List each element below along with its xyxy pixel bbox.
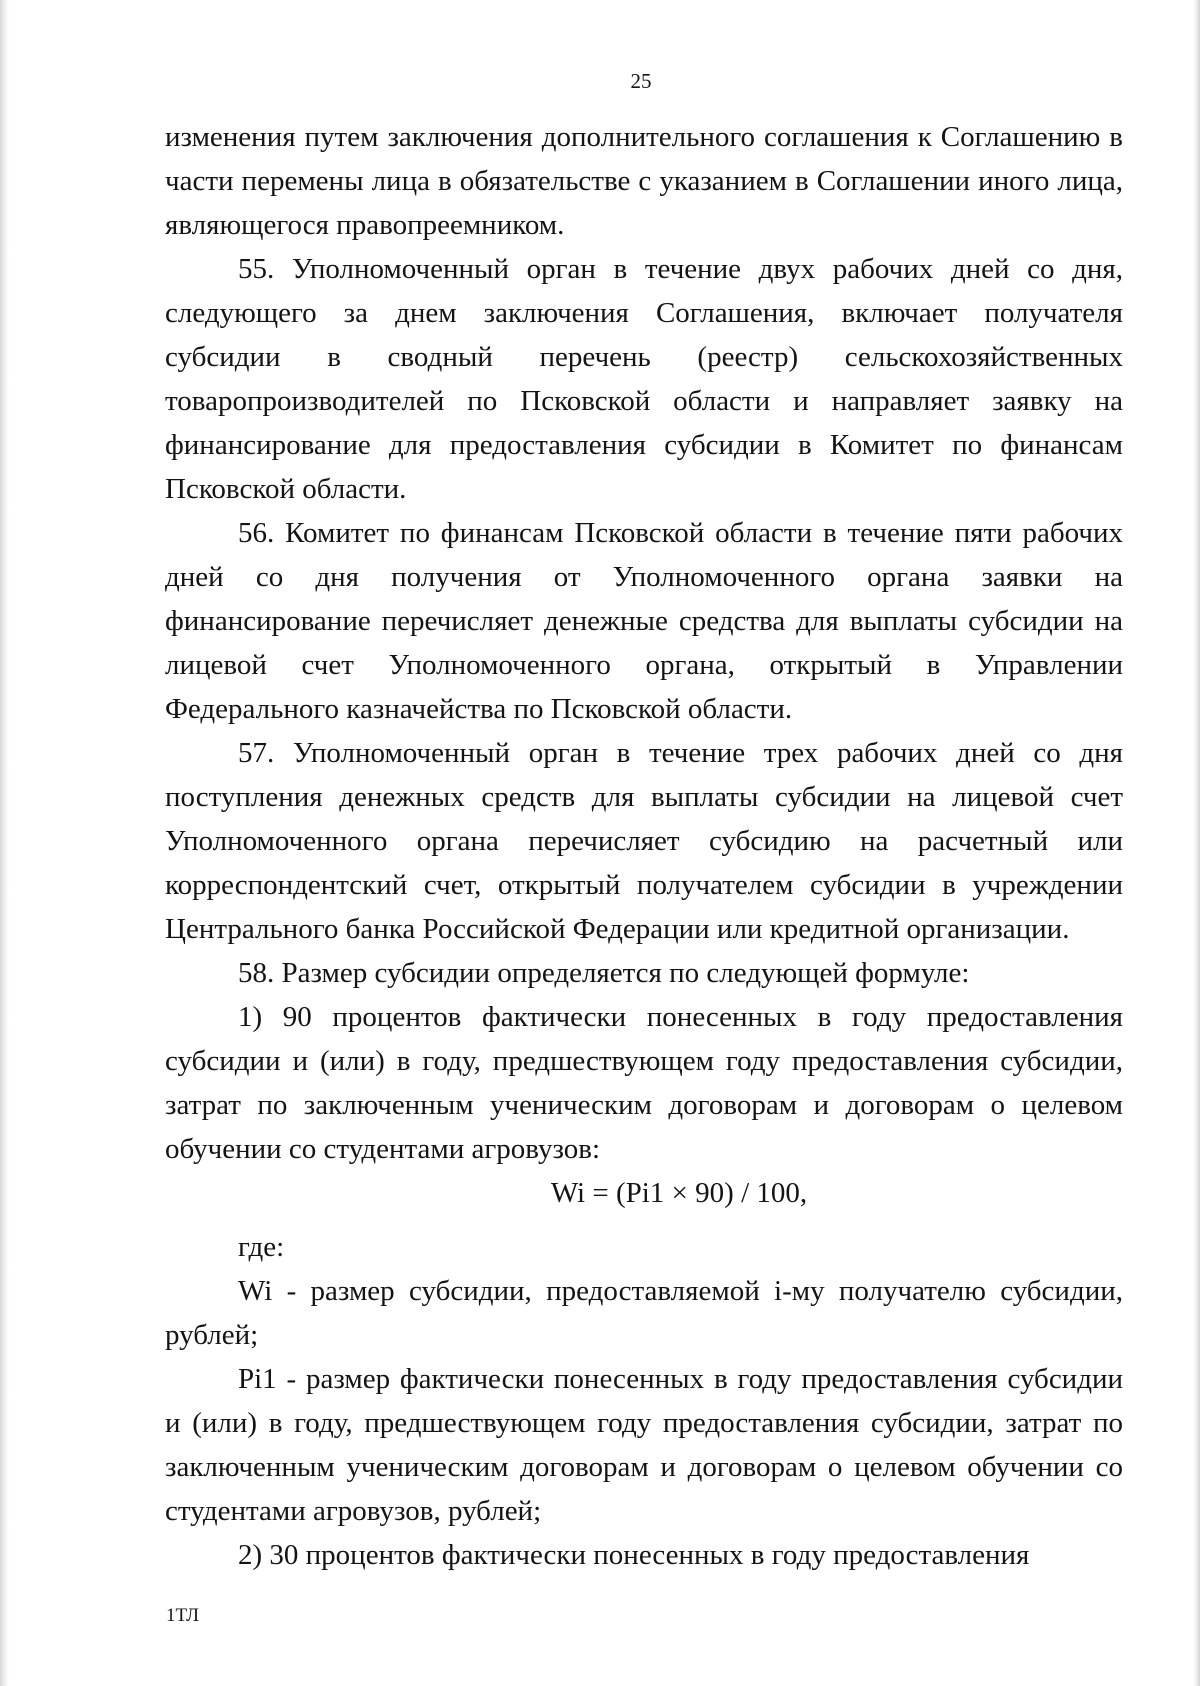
footer-code: 1ТЛ (166, 1605, 200, 1626)
paragraph-55: 55. Уполномоченный орган в течение двух рабочих дней со дня, следующего за днем заключения Соглашения, включает получателя субсидии в сводный перечень (реестр) сельскохозяйственных товаропроизводителей по Псковской области и направляет заявку на финансирование для предоставления субсидии в Комитет по финансам Псковской области. (165, 253, 1123, 505)
page-number: 25 (630, 69, 652, 93)
paragraph-item-1: 1) 90 процентов фактически понесенных в году предоставления субсидии и (или) в году, предшествующем году предоставления субсидии, затрат по заключенным ученическим договорам и договорам о целевом обучении со студентами агровузов: (165, 1001, 1123, 1165)
scan-edge-left (0, 0, 9, 1686)
paragraph-item-2: 2) 30 процентов фактически понесенных в году предоставления (238, 1539, 1030, 1571)
paragraph-continuation: изменения путем заключения дополнительного соглашения к Соглашению в части перемены лица в обязательстве с указанием в Соглашении иного лица, являющегося правопреемником. (165, 121, 1123, 241)
definition-pi1: Pi1 - размер фактически понесенных в году предоставления субсидии и (или) в году, предшествующем году предоставления субсидии, затрат по заключенным ученическим договорам и договорам о целевом обучении со студентами агровузов, рублей; (165, 1363, 1123, 1527)
paragraph-where: где: (238, 1231, 285, 1263)
paragraph-57: 57. Уполномоченный орган в течение трех рабочих дней со дня поступления денежных средств для выплаты субсидии на лицевой счет Уполномоченного органа перечисляет субсидию на расчетный или корреспондентский счет, открытый получателем субсидии в учреждении Центрального банка Российской Федерации или кредитной организации. (165, 737, 1123, 945)
formula: Wi = (Pi1 × 90) / 100, (550, 1177, 808, 1209)
document-body (165, 115, 1123, 1577)
paragraph-58: 58. Размер субсидии определяется по следующей формуле: (238, 957, 970, 989)
definition-wi: Wi - размер субсидии, предоставляемой i-му получателю субсидии, рублей; (165, 1275, 1123, 1351)
scan-edge-right (1193, 0, 1200, 1686)
paragraph-56: 56. Комитет по финансам Псковской области в течение пяти рабочих дней со дня получения от Уполномоченного органа заявки на финансирование перечисляет денежные средства для выплаты субсидии на лицевой счет Уполномоченного органа, открытый в Управлении Федерального казначейства по Псковской области. (165, 517, 1123, 725)
